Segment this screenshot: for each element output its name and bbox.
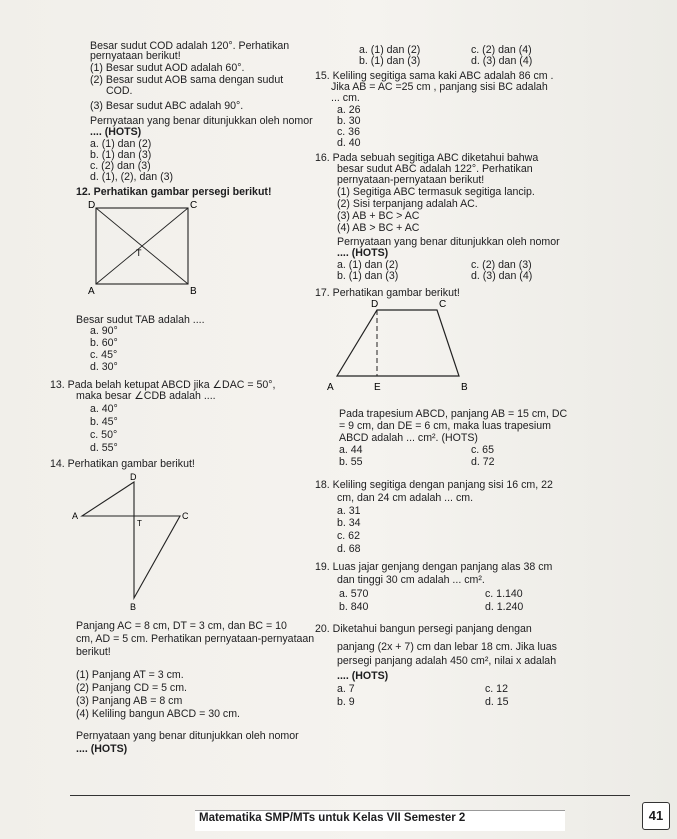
q15-line2: Jika AB = AC =25 cm , panjang sisi BC adalah (331, 81, 548, 93)
q15-line3: ... cm. (331, 92, 360, 104)
q18-option-a: a. 31 (337, 505, 361, 517)
q19-line1: 19. Luas jajar genjang dengan panjang alas 38 cm (315, 561, 553, 573)
q11-statement-2a: (2) Besar sudut AOB sama dengan sudut (90, 74, 284, 86)
q16-option-d: d. (3) dan (4) (471, 270, 533, 282)
q16-statement-4: (4) AB > BC + AC (337, 222, 420, 234)
q11-option-b-right: b. (1) dan (3) (359, 55, 421, 67)
q19-option-a: a. 570 (339, 588, 369, 600)
q11-option-c: c. (2) dan (3) (90, 160, 151, 172)
label-a: A (72, 511, 79, 521)
label-t: T (137, 519, 142, 528)
q14-ask-1: Pernyataan yang benar ditunjukkan oleh nomor (76, 730, 299, 742)
q11-line1: Besar sudut COD adalah 120°. Perhatikan (90, 40, 290, 52)
q17-stem: 17. Perhatikan gambar berikut! (315, 287, 460, 299)
q15-option-a: a. 26 (337, 104, 361, 116)
q14-line2: cm, AD = 5 cm. Perhatikan pernyataan-pernyataan (76, 633, 315, 645)
page-footer (70, 768, 664, 828)
q20-option-a: a. 7 (337, 683, 355, 695)
label-a: A (88, 286, 95, 297)
q13-option-d: d. 55° (90, 442, 118, 454)
q17-option-d: d. 72 (471, 456, 495, 468)
q17-line3: ABCD adalah ... cm². (HOTS) (339, 432, 478, 444)
q16-ask-1: Pernyataan yang benar ditunjukkan oleh nomor (337, 236, 560, 248)
q14-statement-3: (3) Panjang AB = 8 cm (76, 695, 183, 707)
q11-option-c-right: c. (2) dan (4) (471, 44, 532, 56)
label-d: D (88, 200, 96, 211)
q11-option-a-right: a. (1) dan (2) (359, 44, 421, 56)
square-figure (86, 196, 206, 296)
label-b: B (461, 382, 468, 393)
q13-option-b: b. 45° (90, 416, 118, 428)
q19-line2: dan tinggi 30 cm adalah ... cm². (337, 574, 485, 586)
q11-option-a: a. (1) dan (2) (90, 138, 152, 150)
label-d: D (130, 472, 137, 482)
q11-option-d-right: d. (3) dan (4) (471, 55, 533, 67)
page-number: 41 (642, 802, 670, 830)
q12-option-b: b. 60° (90, 337, 118, 349)
label-c: C (182, 511, 189, 521)
q11-option-d: d. (1), (2), dan (3) (90, 171, 174, 183)
q18-option-b: b. 34 (337, 517, 361, 529)
q11-ask-2: .... (HOTS) (90, 126, 142, 138)
q20-line3: persegi panjang adalah 450 cm², nilai x adalah (337, 655, 557, 667)
q16-line2: besar sudut ABC adalah 122°. Perhatikan (337, 163, 533, 175)
label-e: E (374, 382, 381, 393)
q18-line1: 18. Keliling segitiga dengan panjang sisi 16 cm, 22 (315, 479, 553, 491)
q17-option-a: a. 44 (339, 444, 363, 456)
q12-option-d: d. 30° (90, 361, 118, 373)
q17-line1: Pada trapesium ABCD, panjang AB = 15 cm, DC (339, 408, 568, 420)
q14-stem: 14. Perhatikan gambar berikut! (50, 458, 195, 470)
q16-statement-2: (2) Sisi terpanjang adalah AC. (337, 198, 478, 210)
q19-option-b: b. 840 (339, 601, 369, 613)
q18-option-c: c. 62 (337, 530, 360, 542)
q20-option-b: b. 9 (337, 696, 355, 708)
label-d: D (371, 299, 379, 310)
q18-option-d: d. 68 (337, 543, 361, 555)
q12-option-a: a. 90° (90, 325, 118, 337)
q12-option-c: c. 45° (90, 349, 118, 361)
q13-option-c: c. 50° (90, 429, 118, 441)
q15-option-d: d. 40 (337, 137, 361, 149)
q14-statement-4: (4) Keliling bangun ABCD = 30 cm. (76, 708, 240, 720)
q20-option-d: d. 15 (485, 696, 509, 708)
q17-option-c: c. 65 (471, 444, 494, 456)
q17-option-b: b. 55 (339, 456, 363, 468)
q18-line2: cm, dan 24 cm adalah ... cm. (337, 492, 474, 504)
label-c: C (439, 299, 447, 310)
q14-ask-2: .... (HOTS) (76, 743, 128, 755)
q14-statement-2: (2) Panjang CD = 5 cm. (76, 682, 187, 694)
q11-line2: pernyataan berikut! (90, 50, 181, 62)
q16-ask-2: .... (HOTS) (337, 247, 389, 259)
q16-option-c: c. (2) dan (3) (471, 259, 532, 271)
label-b: B (190, 286, 197, 297)
q19-option-c: c. 1.140 (485, 588, 523, 600)
q16-option-a: a. (1) dan (2) (337, 259, 399, 271)
q11-ask-1: Pernyataan yang benar ditunjukkan oleh nomor (90, 115, 313, 127)
q12-ask: Besar sudut TAB adalah .... (76, 314, 205, 326)
q16-statement-1: (1) Segitiga ABC termasuk segitiga lancip. (337, 186, 535, 198)
q15-line1: 15. Keliling segitiga sama kaki ABC adalah 86 cm . (315, 70, 554, 82)
label-a: A (327, 382, 334, 393)
q20-line1: 20. Diketahui bangun persegi panjang dengan (315, 623, 532, 635)
q13-option-a: a. 40° (90, 403, 118, 415)
kite-figure (72, 472, 192, 612)
q20-option-c: c. 12 (485, 683, 508, 695)
q14-statement-1: (1) Panjang AT = 3 cm. (76, 669, 184, 681)
label-c: C (190, 200, 198, 211)
q16-line1: 16. Pada sebuah segitiga ABC diketahui bahwa (315, 152, 539, 164)
q13-line1: 13. Pada belah ketupat ABCD jika ∠DAC = 50°, (50, 379, 276, 391)
q11-option-b: b. (1) dan (3) (90, 149, 152, 161)
q17-line2: = 9 cm, dan DE = 6 cm, maka luas trapesium (339, 420, 551, 432)
q11-statement-1: (1) Besar sudut AOD adalah 60°. (90, 62, 245, 74)
footer-divider (70, 795, 630, 796)
q11-statement-3: (3) Besar sudut ABC adalah 90°. (90, 100, 244, 112)
q16-statement-3: (3) AB + BC > AC (337, 210, 420, 222)
trapezium-figure (319, 296, 519, 392)
q12-stem: 12. Perhatikan gambar persegi berikut! (76, 186, 272, 198)
q14-line3: berikut! (76, 646, 111, 658)
q14-line1: Panjang AC = 8 cm, DT = 3 cm, dan BC = 10 (76, 620, 287, 632)
label-b: B (130, 602, 137, 612)
q16-line3: pernyataan-pernyataan berikut! (337, 174, 485, 186)
label-t: T (136, 248, 142, 258)
q13-line2: maka besar ∠CDB adalah .... (76, 390, 216, 402)
q20-line4: .... (HOTS) (337, 670, 389, 682)
q11-statement-2b: COD. (106, 85, 133, 97)
q15-option-b: b. 30 (337, 115, 361, 127)
footer-title: Matematika SMP/MTs untuk Kelas VII Semester 2 (199, 812, 466, 824)
q15-option-c: c. 36 (337, 126, 360, 138)
q16-option-b: b. (1) dan (3) (337, 270, 399, 282)
q20-line2: panjang (2x + 7) cm dan lebar 18 cm. Jika luas (337, 641, 557, 653)
q19-option-d: d. 1.240 (485, 601, 524, 613)
